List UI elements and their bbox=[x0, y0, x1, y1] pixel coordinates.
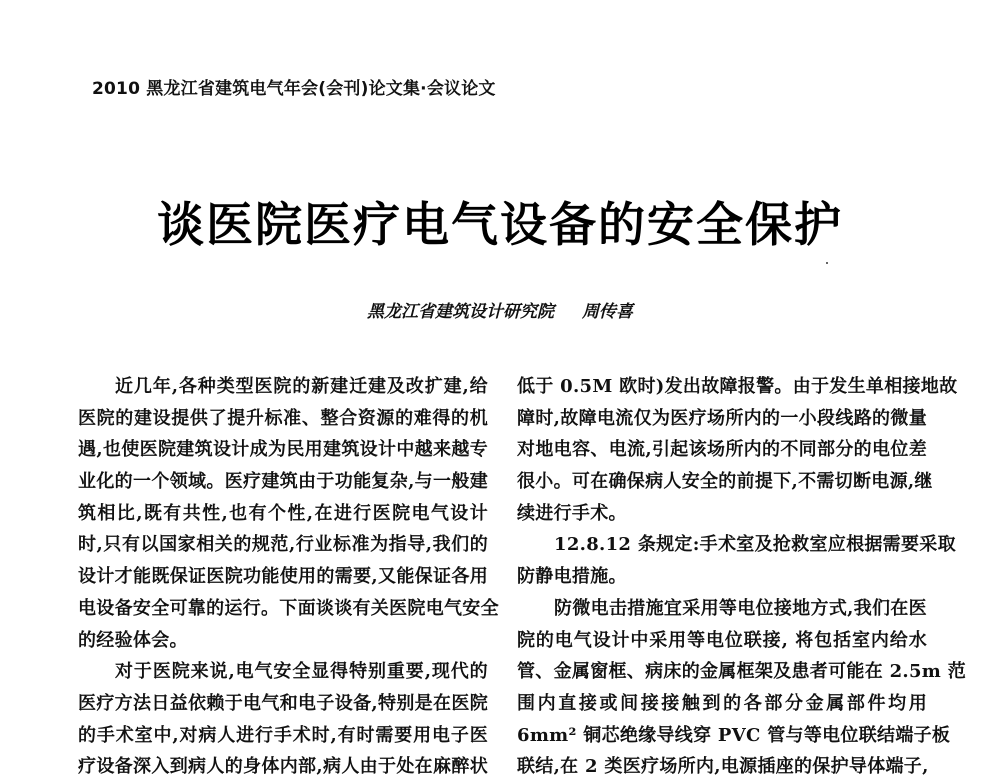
running-header: 2010 黑龙江省建筑电气年会(会刊)论文集·会议论文 bbox=[92, 79, 496, 99]
body-line: 设计才能既保证医院功能使用的需要,又能保证各用 bbox=[78, 566, 488, 588]
body-line: 防微电击措施宜采用等电位接地方式,我们在医 bbox=[554, 597, 927, 619]
author-affiliation: 黑龙江省建筑设计研究院 bbox=[367, 302, 554, 322]
body-line: 近几年,各种类型医院的新建迁建及改扩建,给 bbox=[115, 376, 488, 397]
article-title: 谈医院医疗电气设备的安全保护 bbox=[157, 198, 843, 253]
body-line: 医院的建设提供了提升标准、整合资源的难得的机 bbox=[78, 407, 488, 429]
body-line: 时,只有以国家相关的规范,行业标准为指导,我们的 bbox=[78, 534, 488, 556]
left-column bbox=[78, 371, 499, 783]
body-line: 防静电措施。 bbox=[517, 566, 627, 588]
scan-speck bbox=[826, 262, 828, 264]
body-line: 院的电气设计中采用等电位联接, 将包括室内给水 bbox=[517, 629, 927, 651]
body-line: 6mm² 铜芯绝缘导线穿 PVC 管与等电位联结端子板 bbox=[517, 724, 951, 746]
body-line: 的经验体会。 bbox=[78, 629, 188, 651]
body-line: 的手术室中,对病人进行手术时,有时需要用电子医 bbox=[78, 724, 488, 746]
body-line: 围内直接或间接接触到的各部分金属部件均用 bbox=[517, 692, 927, 714]
author-name: 周传喜 bbox=[582, 302, 633, 322]
body-line: 电设备安全可靠的运行。下面谈谈有关医院电气安全 bbox=[78, 597, 499, 619]
author-line bbox=[0, 297, 1000, 322]
body-line: 续进行手术。 bbox=[517, 502, 627, 524]
body-line: 对于医院来说,电气安全显得特别重要,现代的 bbox=[115, 661, 488, 683]
body-line: 低于 0.5M 欧时)发出故障报警。由于发生单相接地故 bbox=[517, 376, 958, 397]
body-line: 疗设备深入到病人的身体内部,病人由于处在麻醉状 bbox=[78, 756, 488, 778]
body-line: 业化的一个领域。医疗建筑由于功能复杂,与一般建 bbox=[78, 471, 488, 493]
body-line: 遇,也使医院建筑设计成为民用建筑设计中越来越专 bbox=[78, 439, 488, 461]
body-line: 联结,在 2 类医疗场所内,电源插座的保护导体端子, bbox=[517, 756, 929, 778]
body-line: 筑相比,既有共性,也有个性,在进行医院电气设计 bbox=[78, 502, 488, 524]
body-line: 管、金属窗框、病床的金属框架及患者可能在 2.5m 范 bbox=[517, 661, 966, 683]
body-line: 障时,故障电流仅为医疗场所内的一小段线路的微量 bbox=[517, 407, 927, 429]
body-line: 对地电容、电流,引起该场所内的不同部分的电位差 bbox=[517, 439, 927, 461]
right-column bbox=[517, 371, 966, 783]
body-line: 很小。可在确保病人安全的前提下,不需切断电源,继 bbox=[517, 471, 933, 493]
body-line: 12.8.12 条规定:手术室及抢救室应根据需要采取 bbox=[554, 534, 956, 556]
body-line: 医疗方法日益依赖于电气和电子设备,特别是在医院 bbox=[78, 692, 488, 714]
